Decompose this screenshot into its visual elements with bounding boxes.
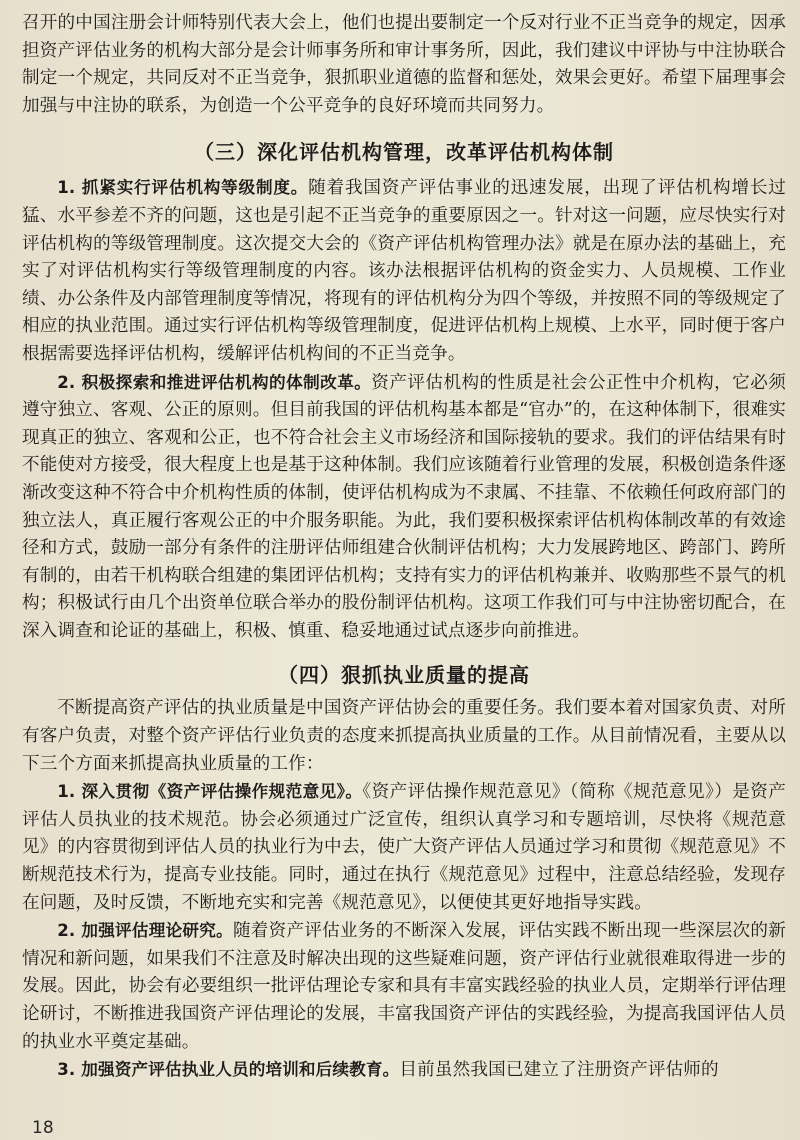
item-title: 2. 加强评估理论研究。 [57,921,233,941]
section-3-item-1 [22,174,786,368]
section-4-heading: （四）狠抓执业质量的提高 [278,663,530,688]
item-body: 随着我国资产评估事业的迅速发展，出现了评估机构增长过猛、水平参差不齐的问题，这也是引起不正当竞争的重要原因之一。针对这一问题，应尽快实行对评估机构的等级管理制度。这次提交大会的《资产评估机构管理办法》就是在原办法的基础上，充实了对评估机构实行等级管理制度的内容。该办法根据评估机构的资金实力、人员规模、工作业绩、办公条件及内部管理制度等情况，将现有的评估机构分为四个等级，并按照不同的等级规定了相应的执业范围。通过实行评估机构等级管理制度，促进评估机构上规模、上水平，同时便于客户根据需要选择评估机构，缓解评估机构间的不正当竞争。 [22,178,786,364]
section-4-item-1 [22,778,786,917]
item-body: 《资产评估操作规范意见》（简称《规范意见》）是资产评估人员执业的技术规范。协会必须通过广泛宣传，组织认真学习和专题培训，尽快将《规范意见》的内容贯彻到评估人员的执业行为中去，使广大资产评估人员通过学习和贯彻《规范意见》不断规范技术行为，提高专业技能。同时，通过在执行《规范意见》过程中，注意总结经验，发现存在问题，及时反馈，不断地充实和完善《规范意见》，以便使其更好地指导实践。 [22,782,786,913]
section-4-item-2 [22,917,786,1056]
page-number: 18 [32,1118,54,1138]
item-body: 资产评估机构的性质是社会公正性中介机构，它必须遵守独立、客观、公正的原则。但目前我国的评估机构基本都是“官办”的，在这种体制下，很难实现真正的独立、客观和公正，也不符合社会主义市场经济和国际接轨的要求。我们的评估结果有时不能使对方接受，很大程度上也是基于这种体制。我们应该随着行业管理的发展，积极创造条件逐渐改变这种不符合中介机构性质的体制，使评估机构成为不隶属、不挂靠、不依赖任何政府部门的独立法人，真正履行客观公正的中介服务职能。为此，我们要积极探索评估机构体制改革的有效途径和方式，鼓励一部分有条件的注册评估师组建合伙制评估机构；大力发展跨地区、跨部门、跨所有制的，由若干机构联合组建的集团评估机构；支持有实力的评估机构兼并、收购那些不景气的机构；积极试行由几个出资单位联合举办的股份制评估机构。这项工作我们可与中注协密切配合，在深入调查和论证的基础上，积极、慎重、稳妥地通过试点逐步向前推进。 [22,372,786,641]
section-3-heading: （三）深化评估机构管理，改革评估机构体制 [194,140,614,165]
item-title: 2. 积极探索和推进评估机构的体制改革。 [57,372,372,392]
section-4-intro: 不断提高资产评估的执业质量是中国资产评估协会的重要任务。我们要本着对国家负责、对所有客户负责，对整个资产评估行业负责的态度来抓提高执业质量的工作。从目前情况看，主要从以下三个方面来抓提高执业质量的工作： [22,698,786,774]
page-body [22,10,786,1085]
section-3-item-2 [22,369,786,646]
item-body: 目前虽然我国已建立了注册资产评估师的 [399,1060,719,1081]
item-body: 随着资产评估业务的不断深入发展，评估实践不断出现一些深层次的新情况和新问题，如果我们不注意及时解决出现的这些疑难问题，资产评估行业就很难取得进一步的发展。因此，协会有必要组织一批评估理论专家和具有丰富实践经验的执业人员，定期举行评估理论研讨，不断推进我国资产评估理论的发展，丰富我国资产评估的实践经验，为提高我国评估人员的执业水平奠定基础。 [22,921,786,1052]
item-title: 3. 加强资产评估执业人员的培训和后续教育。 [57,1060,400,1080]
intro-paragraph: 召开的中国注册会计师特别代表大会上，他们也提出要制定一个反对行业不正当竞争的规定，因承担资产评估业务的机构大部分是会计师事务所和审计事务所，因此，我们建议中评协与中注协联合制定一个规定，共同反对不正当竞争，狠抓职业道德的监督和惩处，效果会更好。希望下届理事会加强与中注协的联系，为创造一个公平竞争的良好环境而共同努力。 [22,13,786,116]
item-title: 1. 抓紧实行评估机构等级制度。 [57,178,309,198]
item-title: 1. 深入贯彻《资产评估操作规范意见》。 [57,782,363,802]
section-4-item-3 [22,1056,786,1085]
